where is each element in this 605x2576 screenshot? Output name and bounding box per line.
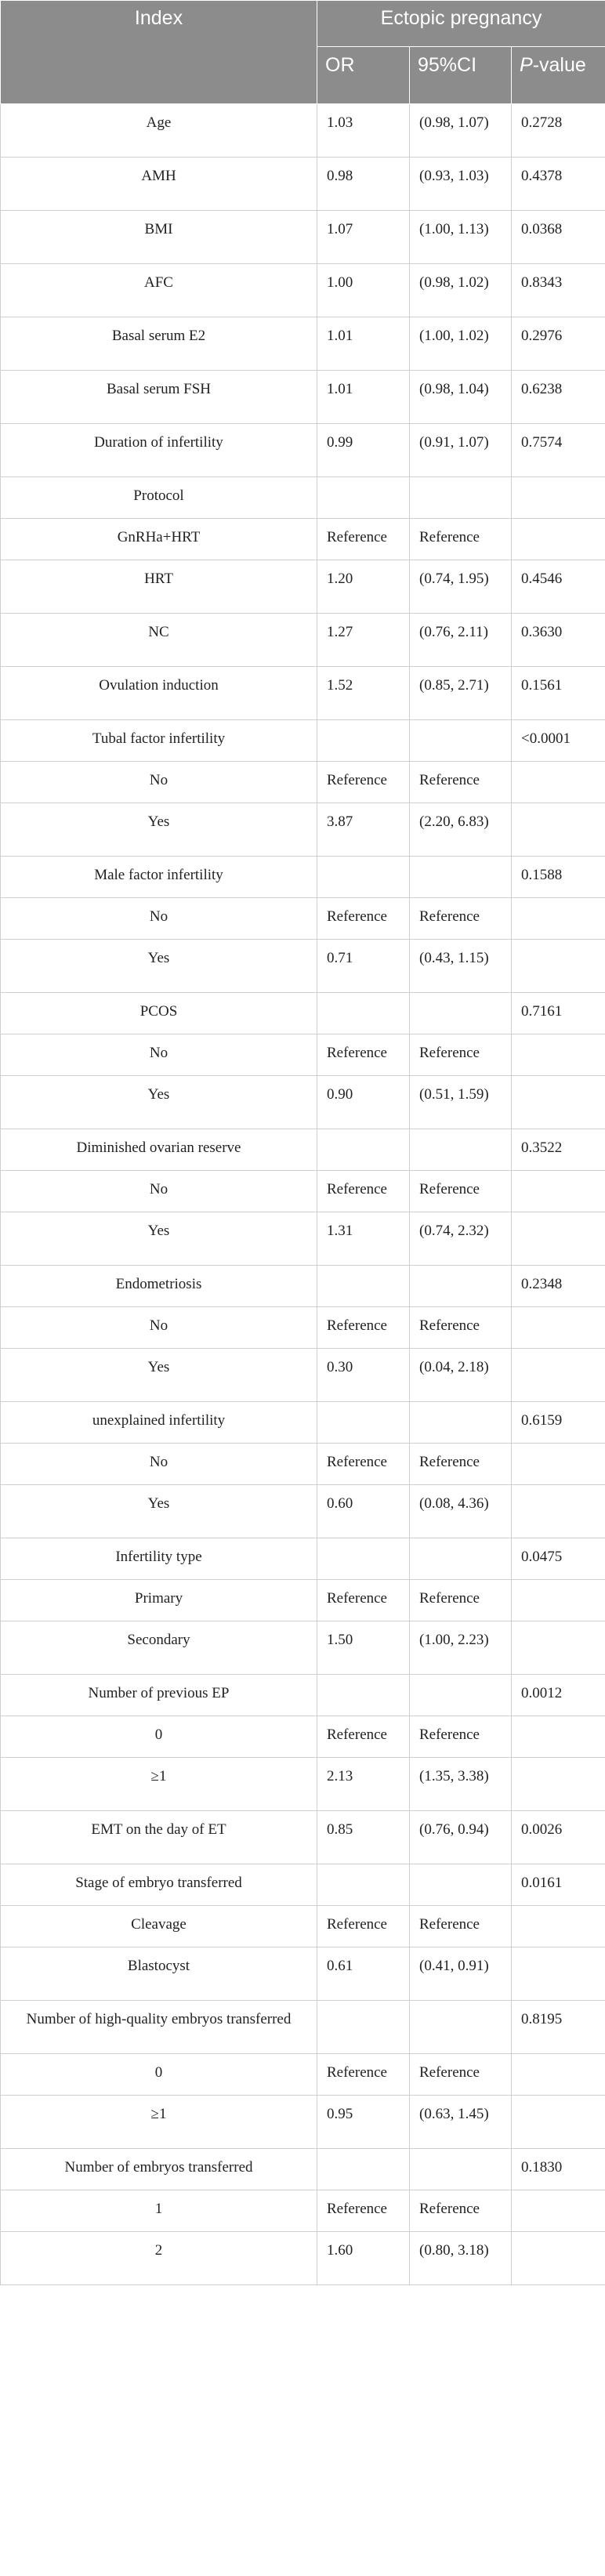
table-row <box>1 1307 605 1349</box>
cell-index: No <box>1 898 317 940</box>
table-row <box>1 2054 605 2096</box>
cell-index: ≥1 <box>1 1758 317 1811</box>
table-row <box>1 1947 605 2001</box>
table-row <box>1 519 605 560</box>
cell-ci: (1.00, 1.02) <box>410 317 512 371</box>
table-row <box>1 1621 605 1675</box>
cell-p-value: 0.8195 <box>512 2001 605 2054</box>
cell-p-value <box>512 2096 605 2149</box>
cell-or: 0.61 <box>317 1947 410 2001</box>
cell-or: 0.99 <box>317 424 410 477</box>
table-row <box>1 317 605 371</box>
header-ectopic-pregnancy: Ectopic pregnancy <box>317 1 605 47</box>
cell-index: No <box>1 762 317 803</box>
table-row <box>1 1349 605 1402</box>
cell-ci: (1.00, 1.13) <box>410 211 512 264</box>
cell-ci: Reference <box>410 519 512 560</box>
cell-or: 3.87 <box>317 803 410 857</box>
cell-ci <box>410 2149 512 2190</box>
cell-index: Cleavage <box>1 1906 317 1947</box>
table-row <box>1 1129 605 1171</box>
cell-or: 1.00 <box>317 264 410 317</box>
cell-index: Tubal factor infertility <box>1 720 317 762</box>
cell-index: Basal serum E2 <box>1 317 317 371</box>
table-row <box>1 2232 605 2285</box>
cell-index: Yes <box>1 1349 317 1402</box>
cell-or: Reference <box>317 1906 410 1947</box>
cell-p-value <box>512 477 605 519</box>
cell-or: Reference <box>317 2054 410 2096</box>
cell-index: Secondary <box>1 1621 317 1675</box>
cell-or <box>317 720 410 762</box>
cell-or: 0.90 <box>317 1076 410 1129</box>
cell-p-value <box>512 1212 605 1266</box>
cell-p-value <box>512 1171 605 1212</box>
cell-ci: (0.98, 1.04) <box>410 371 512 424</box>
cell-p-value <box>512 1076 605 1129</box>
cell-or <box>317 477 410 519</box>
cell-ci <box>410 1864 512 1906</box>
cell-or: 0.95 <box>317 2096 410 2149</box>
cell-ci: Reference <box>410 898 512 940</box>
cell-ci: (0.80, 3.18) <box>410 2232 512 2285</box>
table-row <box>1 762 605 803</box>
cell-index: Number of embryos transferred <box>1 2149 317 2190</box>
cell-or: 1.31 <box>317 1212 410 1266</box>
cell-or <box>317 1402 410 1444</box>
table-row <box>1 898 605 940</box>
table-row <box>1 2190 605 2232</box>
cell-ci <box>410 1129 512 1171</box>
cell-ci: (0.74, 2.32) <box>410 1212 512 1266</box>
header-p-rest: -value <box>532 54 586 76</box>
cell-ci <box>410 477 512 519</box>
cell-index: Yes <box>1 940 317 993</box>
cell-or <box>317 1864 410 1906</box>
cell-ci <box>410 857 512 898</box>
table-row <box>1 1171 605 1212</box>
cell-or: Reference <box>317 1444 410 1485</box>
header-index: Index <box>1 1 317 104</box>
cell-p-value <box>512 1758 605 1811</box>
cell-p-value <box>512 898 605 940</box>
cell-or: 1.20 <box>317 560 410 614</box>
cell-ci <box>410 2001 512 2054</box>
cell-ci: (0.93, 1.03) <box>410 158 512 211</box>
cell-p-value: 0.2348 <box>512 1266 605 1307</box>
table-row <box>1 2149 605 2190</box>
cell-p-value <box>512 1307 605 1349</box>
cell-or: 1.01 <box>317 371 410 424</box>
cell-index: 0 <box>1 2054 317 2096</box>
cell-index: Basal serum FSH <box>1 371 317 424</box>
cell-index: Number of previous EP <box>1 1675 317 1716</box>
cell-ci: Reference <box>410 1906 512 1947</box>
cell-or: Reference <box>317 519 410 560</box>
header-ci: 95%CI <box>410 47 512 104</box>
cell-index: Yes <box>1 803 317 857</box>
cell-ci: Reference <box>410 2054 512 2096</box>
cell-or: Reference <box>317 898 410 940</box>
cell-or: Reference <box>317 762 410 803</box>
cell-p-value <box>512 803 605 857</box>
table-row <box>1 371 605 424</box>
cell-ci: Reference <box>410 1307 512 1349</box>
cell-index: AFC <box>1 264 317 317</box>
table-row <box>1 1811 605 1864</box>
table-row <box>1 1580 605 1621</box>
cell-ci <box>410 1266 512 1307</box>
cell-ci: Reference <box>410 1034 512 1076</box>
cell-p-value <box>512 1034 605 1076</box>
cell-index: HRT <box>1 560 317 614</box>
cell-or <box>317 857 410 898</box>
cell-p-value: 0.7161 <box>512 993 605 1034</box>
header-p-italic: P <box>520 54 533 76</box>
cell-index: Male factor infertility <box>1 857 317 898</box>
cell-index: Yes <box>1 1076 317 1129</box>
cell-ci: Reference <box>410 1444 512 1485</box>
cell-or: 0.98 <box>317 158 410 211</box>
table-header <box>1 1 605 104</box>
table-row <box>1 940 605 993</box>
cell-p-value <box>512 940 605 993</box>
cell-ci: Reference <box>410 2190 512 2232</box>
table-row <box>1 1402 605 1444</box>
cell-or <box>317 2001 410 2054</box>
cell-or <box>317 1266 410 1307</box>
cell-p-value: 0.1588 <box>512 857 605 898</box>
cell-index: Diminished ovarian reserve <box>1 1129 317 1171</box>
cell-or: 0.85 <box>317 1811 410 1864</box>
cell-ci: (0.04, 2.18) <box>410 1349 512 1402</box>
cell-index: Stage of embryo transferred <box>1 1864 317 1906</box>
cell-index: ≥1 <box>1 2096 317 2149</box>
cell-ci: (0.43, 1.15) <box>410 940 512 993</box>
cell-p-value <box>512 1349 605 1402</box>
cell-p-value <box>512 519 605 560</box>
table-row <box>1 803 605 857</box>
cell-p-value: <0.0001 <box>512 720 605 762</box>
header-or: OR <box>317 47 410 104</box>
cell-or: 1.07 <box>317 211 410 264</box>
cell-ci: Reference <box>410 1580 512 1621</box>
cell-p-value: 0.3522 <box>512 1129 605 1171</box>
cell-p-value: 0.8343 <box>512 264 605 317</box>
cell-p-value <box>512 1485 605 1538</box>
cell-index: No <box>1 1444 317 1485</box>
cell-ci: Reference <box>410 1171 512 1212</box>
cell-index: EMT on the day of ET <box>1 1811 317 1864</box>
cell-index: Age <box>1 104 317 158</box>
cell-p-value: 0.0161 <box>512 1864 605 1906</box>
cell-ci <box>410 720 512 762</box>
cell-index: GnRHa+HRT <box>1 519 317 560</box>
cell-or <box>317 993 410 1034</box>
cell-or: 1.52 <box>317 667 410 720</box>
cell-index: Yes <box>1 1485 317 1538</box>
table-row <box>1 1675 605 1716</box>
cell-index: NC <box>1 614 317 667</box>
cell-or: 1.27 <box>317 614 410 667</box>
cell-or: 0.30 <box>317 1349 410 1402</box>
cell-ci: (0.63, 1.45) <box>410 2096 512 2149</box>
table-row <box>1 1444 605 1485</box>
cell-index: Ovulation induction <box>1 667 317 720</box>
table-row <box>1 264 605 317</box>
cell-index: Endometriosis <box>1 1266 317 1307</box>
cell-or <box>317 1129 410 1171</box>
cell-or: Reference <box>317 1580 410 1621</box>
table-row <box>1 158 605 211</box>
cell-ci: (0.41, 0.91) <box>410 1947 512 2001</box>
cell-or: 0.60 <box>317 1485 410 1538</box>
cell-or: 0.71 <box>317 940 410 993</box>
cell-p-value: 0.4546 <box>512 560 605 614</box>
cell-index: Yes <box>1 1212 317 1266</box>
cell-ci <box>410 1675 512 1716</box>
table-row <box>1 104 605 158</box>
cell-p-value: 0.0026 <box>512 1811 605 1864</box>
cell-ci: (2.20, 6.83) <box>410 803 512 857</box>
table-row <box>1 1864 605 1906</box>
header-p-value <box>512 47 605 104</box>
cell-index: 2 <box>1 2232 317 2285</box>
cell-p-value <box>512 1716 605 1758</box>
table-row <box>1 477 605 519</box>
cell-index: Primary <box>1 1580 317 1621</box>
cell-or: 2.13 <box>317 1758 410 1811</box>
cell-p-value: 0.0368 <box>512 211 605 264</box>
cell-p-value: 0.4378 <box>512 158 605 211</box>
cell-index: Blastocyst <box>1 1947 317 2001</box>
table-row <box>1 1538 605 1580</box>
table-row <box>1 667 605 720</box>
cell-p-value: 0.1830 <box>512 2149 605 2190</box>
cell-p-value: 0.1561 <box>512 667 605 720</box>
cell-or: Reference <box>317 2190 410 2232</box>
cell-p-value <box>512 2190 605 2232</box>
table-row <box>1 424 605 477</box>
cell-ci: (1.35, 3.38) <box>410 1758 512 1811</box>
cell-index: PCOS <box>1 993 317 1034</box>
cell-index: Infertility type <box>1 1538 317 1580</box>
cell-index: unexplained infertility <box>1 1402 317 1444</box>
cell-ci: (0.51, 1.59) <box>410 1076 512 1129</box>
table-row <box>1 211 605 264</box>
cell-p-value <box>512 2232 605 2285</box>
table-row <box>1 993 605 1034</box>
cell-ci: (0.74, 1.95) <box>410 560 512 614</box>
table-row <box>1 1485 605 1538</box>
table-row <box>1 720 605 762</box>
table-row <box>1 1076 605 1129</box>
table-row <box>1 1906 605 1947</box>
cell-or: Reference <box>317 1034 410 1076</box>
cell-ci: (0.98, 1.07) <box>410 104 512 158</box>
cell-index: AMH <box>1 158 317 211</box>
cell-index: Duration of infertility <box>1 424 317 477</box>
cell-or: Reference <box>317 1307 410 1349</box>
cell-ci: (0.76, 0.94) <box>410 1811 512 1864</box>
cell-p-value: 0.2976 <box>512 317 605 371</box>
cell-p-value <box>512 1947 605 2001</box>
table-row <box>1 2001 605 2054</box>
table-row <box>1 560 605 614</box>
cell-or: 1.01 <box>317 317 410 371</box>
cell-or: Reference <box>317 1171 410 1212</box>
cell-or: 1.50 <box>317 1621 410 1675</box>
cell-index: 1 <box>1 2190 317 2232</box>
cell-p-value <box>512 1621 605 1675</box>
cell-index: BMI <box>1 211 317 264</box>
cell-or <box>317 1538 410 1580</box>
cell-ci: Reference <box>410 1716 512 1758</box>
cell-p-value: 0.0012 <box>512 1675 605 1716</box>
cell-p-value <box>512 2054 605 2096</box>
table-row <box>1 614 605 667</box>
cell-or <box>317 2149 410 2190</box>
cell-p-value <box>512 1906 605 1947</box>
cell-ci: (0.98, 1.02) <box>410 264 512 317</box>
cell-or: 1.60 <box>317 2232 410 2285</box>
cell-p-value: 0.7574 <box>512 424 605 477</box>
cell-or <box>317 1675 410 1716</box>
table-row <box>1 1034 605 1076</box>
table-row <box>1 1266 605 1307</box>
cell-ci: (0.08, 4.36) <box>410 1485 512 1538</box>
cell-ci <box>410 1538 512 1580</box>
cell-index: Number of high-quality embryos transferred <box>1 2001 317 2054</box>
cell-ci <box>410 1402 512 1444</box>
cell-or: 1.03 <box>317 104 410 158</box>
table-row <box>1 1716 605 1758</box>
table-row <box>1 1758 605 1811</box>
cell-ci: (0.85, 2.71) <box>410 667 512 720</box>
cell-ci <box>410 993 512 1034</box>
cell-p-value <box>512 1444 605 1485</box>
cell-p-value: 0.2728 <box>512 104 605 158</box>
table-row <box>1 2096 605 2149</box>
cell-p-value: 0.3630 <box>512 614 605 667</box>
cell-ci: (0.76, 2.11) <box>410 614 512 667</box>
cell-p-value: 0.6159 <box>512 1402 605 1444</box>
cell-ci: (1.00, 2.23) <box>410 1621 512 1675</box>
cell-ci: Reference <box>410 762 512 803</box>
cell-index: No <box>1 1171 317 1212</box>
cell-p-value: 0.0475 <box>512 1538 605 1580</box>
cell-index: No <box>1 1034 317 1076</box>
cell-index: 0 <box>1 1716 317 1758</box>
cell-index: No <box>1 1307 317 1349</box>
cell-p-value: 0.6238 <box>512 371 605 424</box>
table-body <box>1 104 605 2285</box>
cell-p-value <box>512 1580 605 1621</box>
cell-p-value <box>512 762 605 803</box>
cell-index: Protocol <box>1 477 317 519</box>
cell-or: Reference <box>317 1716 410 1758</box>
table-row <box>1 1212 605 1266</box>
cell-ci: (0.91, 1.07) <box>410 424 512 477</box>
table-row <box>1 857 605 898</box>
